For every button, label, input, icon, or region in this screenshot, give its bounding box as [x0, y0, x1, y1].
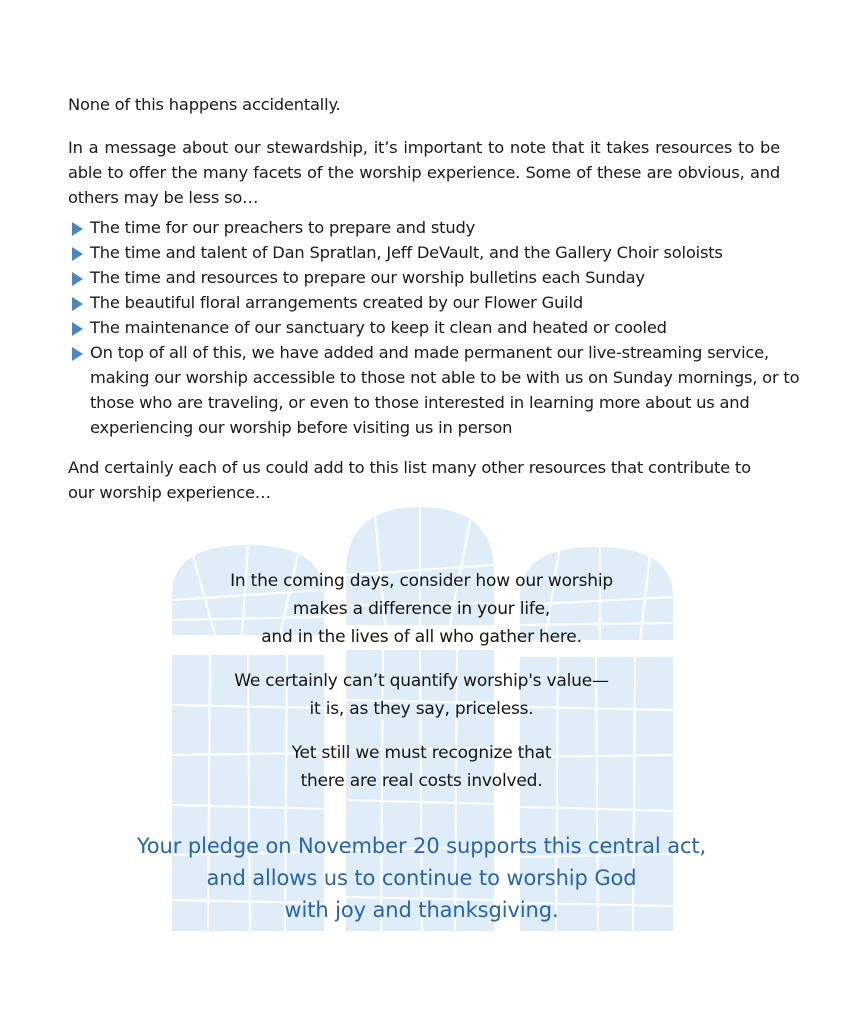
bullet-triangle-icon [72, 322, 83, 336]
bullet-triangle-icon [72, 272, 83, 286]
bullet-triangle-icon [72, 297, 83, 311]
closing-paragraph: And certainly each of us could add to this list many other resources that contribute to our worship experience… [68, 458, 751, 502]
reflection-block-3: Yet still we must recognize that there are real costs involved. [291, 743, 552, 791]
intro-line: None of this happens accidentally. [68, 95, 341, 114]
stewardship-paragraph: In a message about our stewardship, it’s important to note that it takes resources to be able to offer the many facets of the worship experience. Some of these are obvious, and others may be less so… [68, 138, 780, 207]
list-item: The time and resources to prepare our worship bulletins each Sunday [70, 265, 805, 290]
bullet-triangle-icon [72, 222, 83, 236]
list-item: The time and talent of Dan Spratlan, Jeff DeVault, and the Gallery Choir soloists [70, 240, 805, 265]
reflection-block-1: In the coming days, consider how our worship makes a difference in your life, and in the lives of all who gather here. [230, 571, 613, 647]
reflection-block-2: We certainly can’t quantify worship's value— it is, as they say, priceless. [234, 671, 609, 719]
resource-list [70, 215, 805, 440]
list-item: On top of all of this, we have added and made permanent our live-streaming service, making our worship accessible to those not able to be with us on Sunday mornings, or to those who are traveling, or even to those interested in learning more about us and experiencing our worship before visiting us in person [70, 340, 805, 440]
bullet-triangle-icon [72, 247, 83, 261]
list-item: The time for our preachers to prepare and study [70, 215, 805, 240]
list-item: The maintenance of our sanctuary to keep it clean and heated or cooled [70, 315, 805, 340]
pledge-statement: Your pledge on November 20 supports this central act, and allows us to continue to worship God with joy and thanksgiving. [136, 834, 707, 922]
bullet-triangle-icon [72, 347, 83, 361]
list-item: The beautiful floral arrangements created by our Flower Guild [70, 290, 805, 315]
